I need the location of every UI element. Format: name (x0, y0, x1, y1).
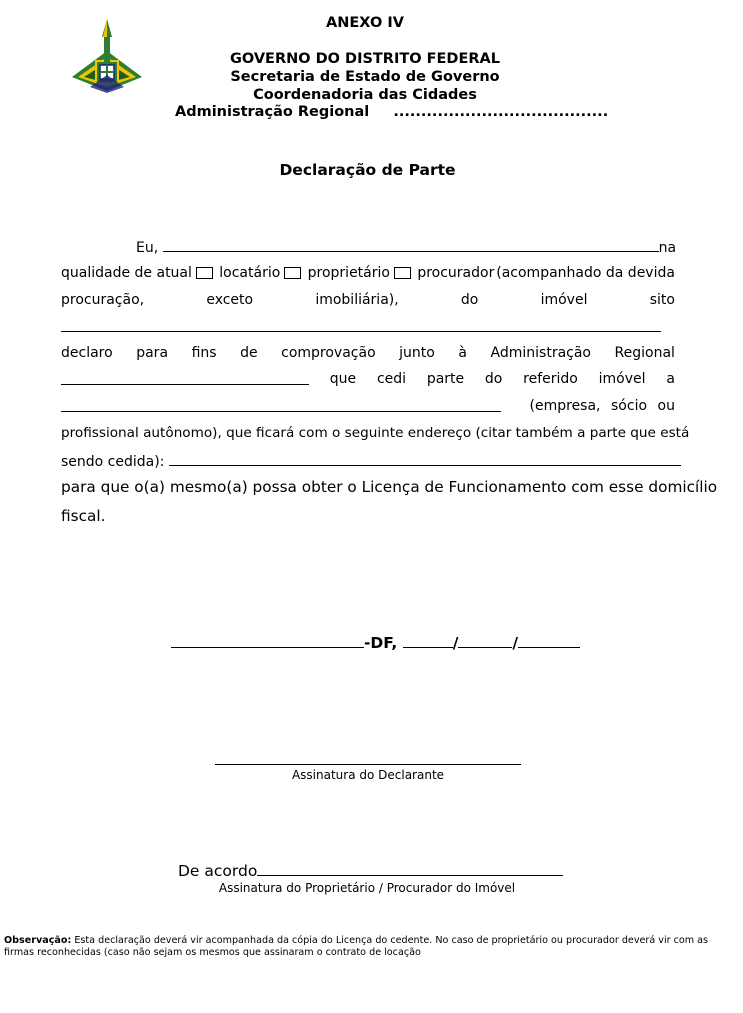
date-line (171, 632, 580, 652)
declarant-signature-line[interactable] (215, 752, 521, 765)
address-field[interactable] (61, 318, 661, 332)
line-5 (61, 345, 675, 361)
df-label: -DF, (364, 634, 398, 652)
declarant-signature-label: Assinatura do Declarante (291, 768, 445, 782)
city-field[interactable] (171, 632, 364, 648)
date-separator: / (452, 634, 459, 652)
observation-label: Observação: (4, 935, 72, 946)
word: junto (399, 345, 435, 361)
admin-label: Administração Regional (175, 104, 370, 120)
name-field[interactable] (163, 238, 659, 252)
annex-label: ANEXO IV (326, 15, 404, 31)
regional-admin-field[interactable] (61, 371, 309, 385)
government-name: GOVERNO DO DISTRITO FEDERAL (229, 51, 501, 67)
word: Regional (614, 345, 675, 361)
owner-signature-label: Assinatura do Proprietário / Procurador do Imóvel (218, 881, 516, 895)
document-header (150, 14, 580, 104)
label-procurador: procurador (417, 265, 495, 281)
text-qualidade: qualidade de atual (61, 265, 192, 281)
word: imóvel (540, 292, 588, 308)
label-proprietario: proprietário (307, 265, 390, 281)
word: de (240, 345, 258, 361)
text-na: na (658, 240, 677, 256)
word: comprovação (281, 345, 376, 361)
word: sito (649, 292, 675, 308)
beneficiary-field[interactable] (61, 398, 501, 412)
checkbox-proprietario[interactable] (284, 267, 301, 279)
day-field[interactable] (403, 632, 453, 648)
admin-dots: ....................................... (393, 104, 609, 120)
word: parte (426, 371, 465, 387)
word: à (458, 345, 467, 361)
word: (empresa, (529, 398, 601, 414)
word: referido (523, 371, 578, 387)
word: fins (191, 345, 217, 361)
date-separator: / (512, 634, 519, 652)
word: do (460, 292, 479, 308)
line-3 (61, 292, 675, 308)
agree-label: De acordo (178, 862, 258, 880)
line-7 (61, 398, 675, 414)
line-9 (61, 452, 681, 470)
word: Administração (490, 345, 591, 361)
word: imobiliária), (315, 292, 399, 308)
observation-text: Esta declaração deverá vir acompanhada da cópia do Licença do cedente. No caso de proprietário ou procurador deverá vir com as firmas reconhecidas (caso não sejam os mesmos que assinaram o contrato de locação (4, 935, 709, 958)
gdf-emblem-logo (70, 17, 144, 95)
coordination-name: Coordenadoria das Cidades (253, 87, 477, 103)
word: exceto (206, 292, 254, 308)
checkbox-procurador[interactable] (394, 267, 411, 279)
agree-line (178, 861, 563, 880)
text-eu: Eu, (136, 240, 159, 256)
line-10: para que o(a) mesmo(a) possa obter o Licença de Funcionamento com esse domicílio (61, 478, 718, 496)
text-acompanhado: (acompanhado da devida (496, 265, 675, 281)
word: ou (657, 398, 675, 414)
word: sócio (611, 398, 648, 414)
owner-signature-line[interactable] (257, 861, 563, 876)
word: a (666, 371, 675, 387)
word: imóvel (598, 371, 646, 387)
observation-note (4, 935, 734, 959)
ceded-address-field[interactable] (169, 452, 681, 466)
line-2 (61, 265, 675, 281)
word: cedi (376, 371, 407, 387)
checkbox-locatario[interactable] (196, 267, 213, 279)
secretariat-name: Secretaria de Estado de Governo (230, 69, 500, 85)
line-6 (61, 371, 675, 387)
admin-line (175, 104, 608, 120)
page-title: Declaração de Parte (279, 161, 456, 179)
year-field[interactable] (518, 632, 580, 648)
line-11: fiscal. (61, 507, 106, 525)
line-1 (136, 238, 676, 256)
word: que (329, 371, 357, 387)
word: procuração, (61, 292, 145, 308)
line-8: profissional autônomo), que ficará com o seguinte endereço (citar também a parte que está (61, 425, 690, 441)
word: declaro (61, 345, 113, 361)
word: do (484, 371, 503, 387)
word: para (136, 345, 169, 361)
month-field[interactable] (458, 632, 512, 648)
label-locatario: locatário (219, 265, 281, 281)
text-sendo-cedida: sendo cedida): (61, 454, 165, 470)
